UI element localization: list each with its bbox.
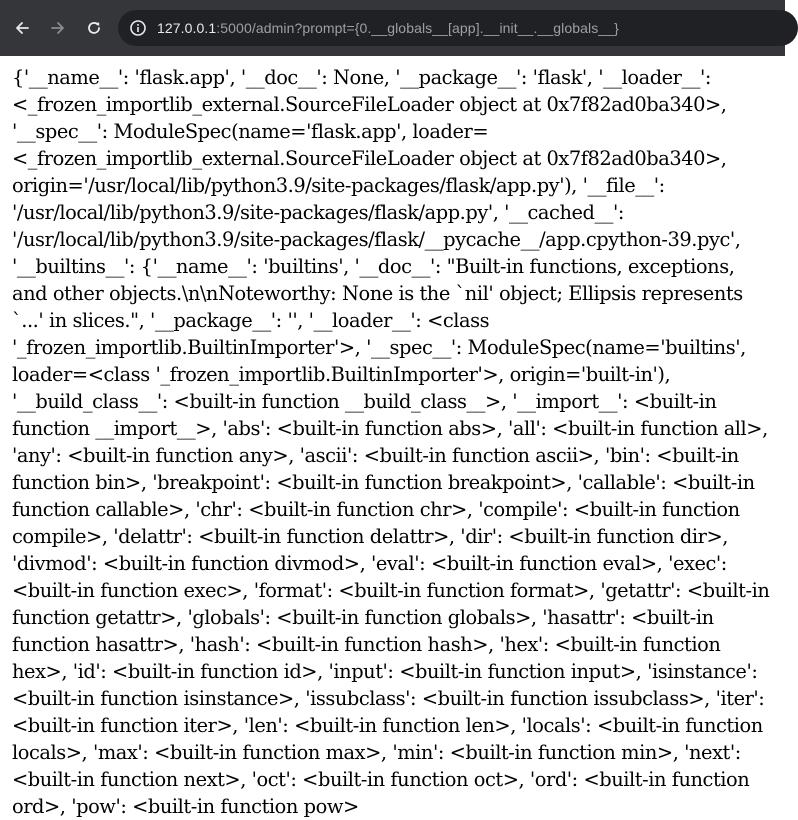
info-icon[interactable] [128,18,148,38]
reload-icon [86,20,102,36]
arrow-right-icon [50,20,66,36]
reload-button[interactable] [79,13,109,43]
template-output-text: {'__name__': 'flask.app', '__doc__': None, '__package__': 'flask', '__loader__': <_frozen_importlib_external.SourceFileLoader object at 0x7f82ad0ba340>, '__spec__': ModuleSpec(name='flask.app', loader=<_frozen_importlib_external.SourceFileLoader object at 0x7f82ad0ba340>, origin='/usr/local/lib/python3.9/site-packages/flask/app.py'), '__file__': '/usr/local/lib/python3.9/site-packages/flask/app.py', '__cached__': '/usr/local/lib/python3.9/site-packages/flask/__pycache__/app.cpython-39.pyc', '__builtins__': {'__name__': 'builtins', '__doc__': "Built-in functions, exceptions, and other objects.\n\nNoteworthy: None is the `nil' object; Ellipsis represents `...' in slices.", '__package__': '', '__loader__': <class '_frozen_importlib.BuiltinImporter'>, '__spec__': ModuleSpec(name='builtins', loader=<class '_frozen_importlib.BuiltinImporter'>, origin='built-in'), '__build_class__': <built-in function __build_class__>, '__import__': <built-in function __import__>, 'abs': <built-in function abs>, 'all': <built-in function all>, 'any': <built-in function any>, 'ascii': <built-in function ascii>, 'bin': <built-in function bin>, 'breakpoint': <built-in function breakpoint>, 'callable': <built-in function callable>, 'chr': <built-in function chr>, 'compile': <built-in function compile>, 'delattr': <built-in function delattr>, 'dir': <built-in function dir>, 'divmod': <built-in function divmod>, 'eval': <built-in function eval>, 'exec': <built-in function exec>, 'format': <built-in function format>, 'getattr': <built-in function getattr>, 'globals': <built-in function globals>, 'hasattr': <built-in function hasattr>, 'hash': <built-in function hash>, 'hex': <built-in function hex>, 'id': <built-in function id>, 'input': <built-in function input>, 'isinstance': <built-in function isinstance>, 'issubclass': <built-in function issubclass>, 'iter': <built-in function iter>, 'len': <built-in function len>, 'locals': <built-in function locals>, 'max': <built-in function max>, 'min': <built-in function min>, 'next': <built-in function next>, 'oct': <built-in function oct>, 'ord': <built-in function ord>, 'pow': <built-in function pow> [12,66,770,818]
back-button[interactable] [7,13,37,43]
url-path: :5000/admin?prompt={0.__globals__[app].__init__.__globals__} [216,20,619,36]
forward-button[interactable] [43,13,73,43]
arrow-left-icon [14,20,30,36]
address-bar[interactable] [118,10,798,46]
url-text [157,20,619,36]
url-host: 127.0.0.1 [157,20,217,36]
page-content [0,56,785,818]
browser-toolbar [0,0,785,56]
